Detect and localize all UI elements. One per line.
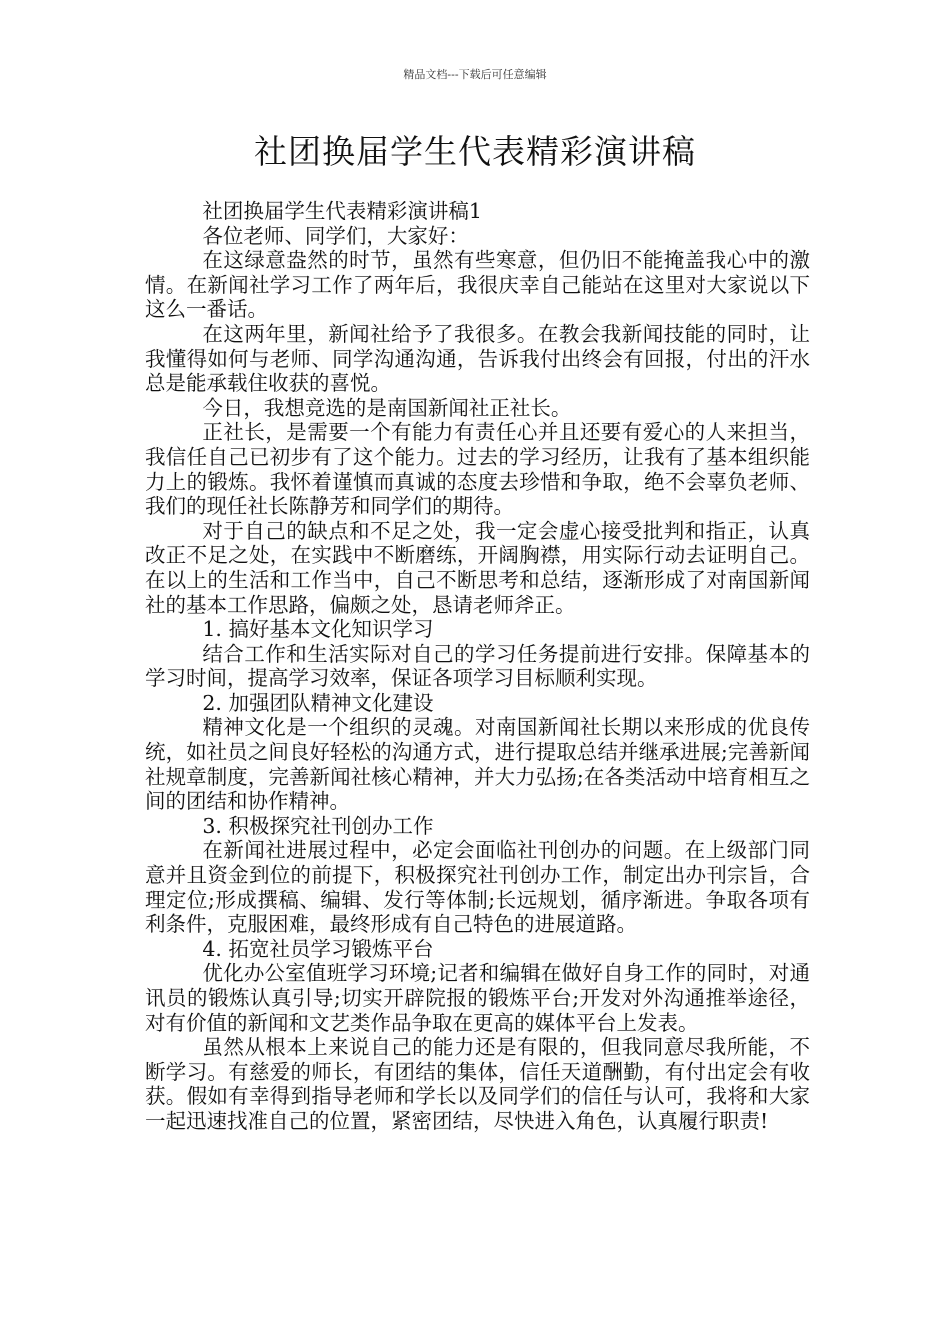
document-body [145,199,810,1134]
section-heading: 4. 拓宽社员学习锻炼平台 [202,936,434,961]
paragraph: 对于自己的缺点和不足之处，我一定会虚心接受批判和指正，认真改正不足之处，在实践中不断磨练，开阔胸襟，用实际行动去证明自己。在以上的生活和工作当中，自己不断思考和总结，逐渐形成了对南国新闻社的基本工作思路，偏颇之处，恳请老师斧正。 [145,518,810,617]
paragraph: 在这两年里，新闻社给予了我很多。在教会我新闻技能的同时，让我懂得如何与老师、同学沟通沟通，告诉我付出终会有回报，付出的汗水总是能承载住收获的喜悦。 [145,321,810,396]
closing-paragraph: 虽然从根本上来说自己的能力还是有限的，但我同意尽我所能，不断学习。有慈爱的师长，有团结的集体，信任天道酬勤，有付出定会有收获。假如有幸得到指导老师和学长以及同学们的信任与认可，我将和大家一起迅速找准自己的位置，紧密团结，尽快进入角色，认真履行职责! [145,1035,810,1133]
paragraph: 今日，我想竞选的是南国新闻社正社长。 [202,395,572,420]
document-title: 社团换届学生代表精彩演讲稿 [254,132,696,171]
paragraph: 正社长，是需要一个有能力有责任心并且还要有爱心的人来担当，我信任自己已初步有了这个能力。过去的学习经历，让我有了基本组织能力上的锻炼。我怀着谨慎而真诚的态度去珍惜和争取，绝不会辜负老师、我们的现任社长陈静芳和同学们的期待。 [145,420,810,519]
paragraph: 结合工作和生活实际对自己的学习任务提前进行安排。保障基本的学习时间，提高学习效率，保证各项学习目标顺利实现。 [145,641,810,691]
paragraph: 在这绿意盎然的时节，虽然有些寒意，但仍旧不能掩盖我心中的激情。在新闻社学习工作了两年后，我很庆幸自己能站在这里对大家说以下这么一番话。 [145,248,810,322]
paragraph: 优化办公室值班学习环境;记者和编辑在做好自身工作的同时，对通讯员的锻炼认真引导;切实开辟院报的锻炼平台;开发对外沟通推举途径，对有价值的新闻和文艺类作品争取在更高的媒体平台上发表。 [145,961,810,1035]
paragraph: 在新闻社进展过程中，必定会面临社刊创办的问题。在上级部门同意并且资金到位的前提下，积极探究社刊创办工作，制定出办刊宗旨，合理定位;形成撰稿、编辑、发行等体制;长远规划，循序渐进。争取各项有利条件，克服困难，最终形成有自己特色的进展道路。 [145,838,810,937]
salutation: 各位老师、同学们，大家好： [202,223,469,248]
paragraph: 精神文化是一个组织的灵魂。对南国新闻社长期以来形成的优良传统，如社员之间良好轻松的沟通方式，进行提取总结并继承进展;完善新闻社规章制度，完善新闻社核心精神，并大力弘扬;在各类活动中培育相互之间的团结和协作精神。 [145,715,810,814]
section-heading: 2. 加强团队精神文化建设 [202,690,434,715]
section-heading: 3. 积极探究社刊创办工作 [202,813,434,838]
header-note: 精品文档---下载后可任意编辑 [403,68,547,81]
section-heading: 1. 搞好基本文化知识学习 [202,617,434,642]
subtitle-line: 社团换届学生代表精彩演讲稿1 [202,199,482,223]
